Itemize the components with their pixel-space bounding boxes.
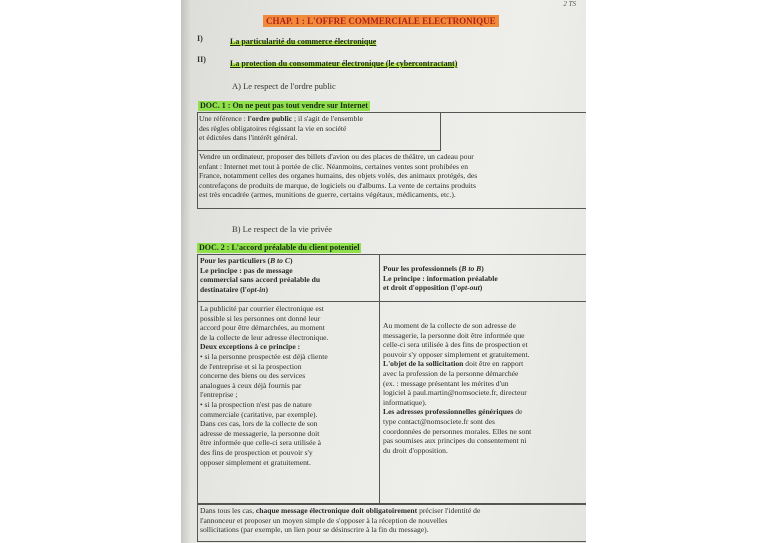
doc2-header-divider	[197, 301, 586, 302]
doc2-left-body: La publicité par courrier électronique est possible si les personnes ont donné leur accord pour être démarchées, au moment de la collecte de leur adresse électronique. Deux exceptions à ce principe : • si la personne prospectée est déjà cliente de l'entreprise et si la prospection concerne des biens ou des services analogues à ceux déjà fournis par l'entreprise ; • si la prospection n'est pas de nature commerciale (caritative, par exemple). Dans ces cas, lors de la collecte de son adresse de messagerie, la personne doit être informée que celle-ci sera utilisée à des fins de prospection et pouvoir s'y opposer simplement et gratuitement.	[200, 304, 329, 467]
section-2-title: La protection du consommateur électronique (le cybercontractant)	[230, 59, 458, 68]
subsection-a: A) Le respect de l'ordre public	[232, 81, 336, 91]
page-number: 2 TS	[563, 0, 576, 8]
doc2-left-header: Pour les particuliers (B to C) Le principe : pas de message commercial sans accord préalable du destinataire (l'opt-in)	[200, 256, 321, 294]
section-1-title: La particularité du commerce électronique	[230, 37, 377, 46]
section-1-number: I)	[197, 34, 203, 43]
doc1-body: Vendre un ordinateur, proposer des billets d'avion ou des places de théâtre, un cadeau pour enfant : Internet met tout à portée de clic. Néanmoins, certaines ventes sont prohibées en France, notamment celles des organes humains, des objets volés, des animaux protégés, des contrefaçons de produits de marque, de logiciels ou d'albums. La vente de certains produits est très encadrée (armes, munitions de guerre, certains végétaux, médicaments, etc.).	[199, 152, 478, 200]
doc1-heading: DOC. 1 : On ne peut pas tout vendre sur Internet	[200, 101, 368, 110]
doc2-right-body: Au moment de la collecte de son adresse de messagerie, la personne doit être informée que celle-ci sera utilisée à des fins de prospection et pouvoir s'y opposer simplement et gratuitement. L'objet de la sollicitation doit être en rapport avec la profession de la personne démarchée (ex. : message présentant les mérites d'un logiciel à paul.martin@nomsociete.fr, directeur informatique). Les adresses professionnelles génériques de type contact@nomsociete.fr sont des coordonnées de personnes morales. Elles ne sont pas soumises aux principes du consentement ni du droit d'opposition.	[383, 321, 532, 455]
section-2-number: II)	[197, 55, 206, 64]
doc2-footer: Dans tous les cas, chaque message électronique doit obligatoirement préciser l'identité de l'annonceur et proposer un moyen simple de s'opposer à la réception de nouvelles sollicitations (par exemple, un lien pour se désinscrire à la fin du message).	[200, 506, 481, 535]
page-shadow	[181, 0, 191, 543]
subsection-b: B) Le respect de la vie privée	[232, 224, 333, 234]
doc2-heading: DOC. 2 : L'accord préalable du client potentiel	[199, 243, 360, 252]
doc1-ref-border	[440, 112, 441, 151]
document-page	[181, 0, 586, 543]
doc1-ref-divider	[197, 150, 441, 151]
doc2-right-header: Pour les professionnels (B to B) Le principe : information préalable et droit d'opposition (l'opt-out)	[383, 264, 498, 293]
chapter-title: CHAP. 1 : L'OFFRE COMMERCIALE ELECTRONIQUE	[263, 15, 499, 27]
doc1-reference: Une référence : l'ordre public ; il s'agit de l'ensemble des règles obligatoires régissant la vie en société et édictées dans l'intérêt général.	[199, 114, 363, 143]
doc2-column-divider	[379, 254, 380, 504]
